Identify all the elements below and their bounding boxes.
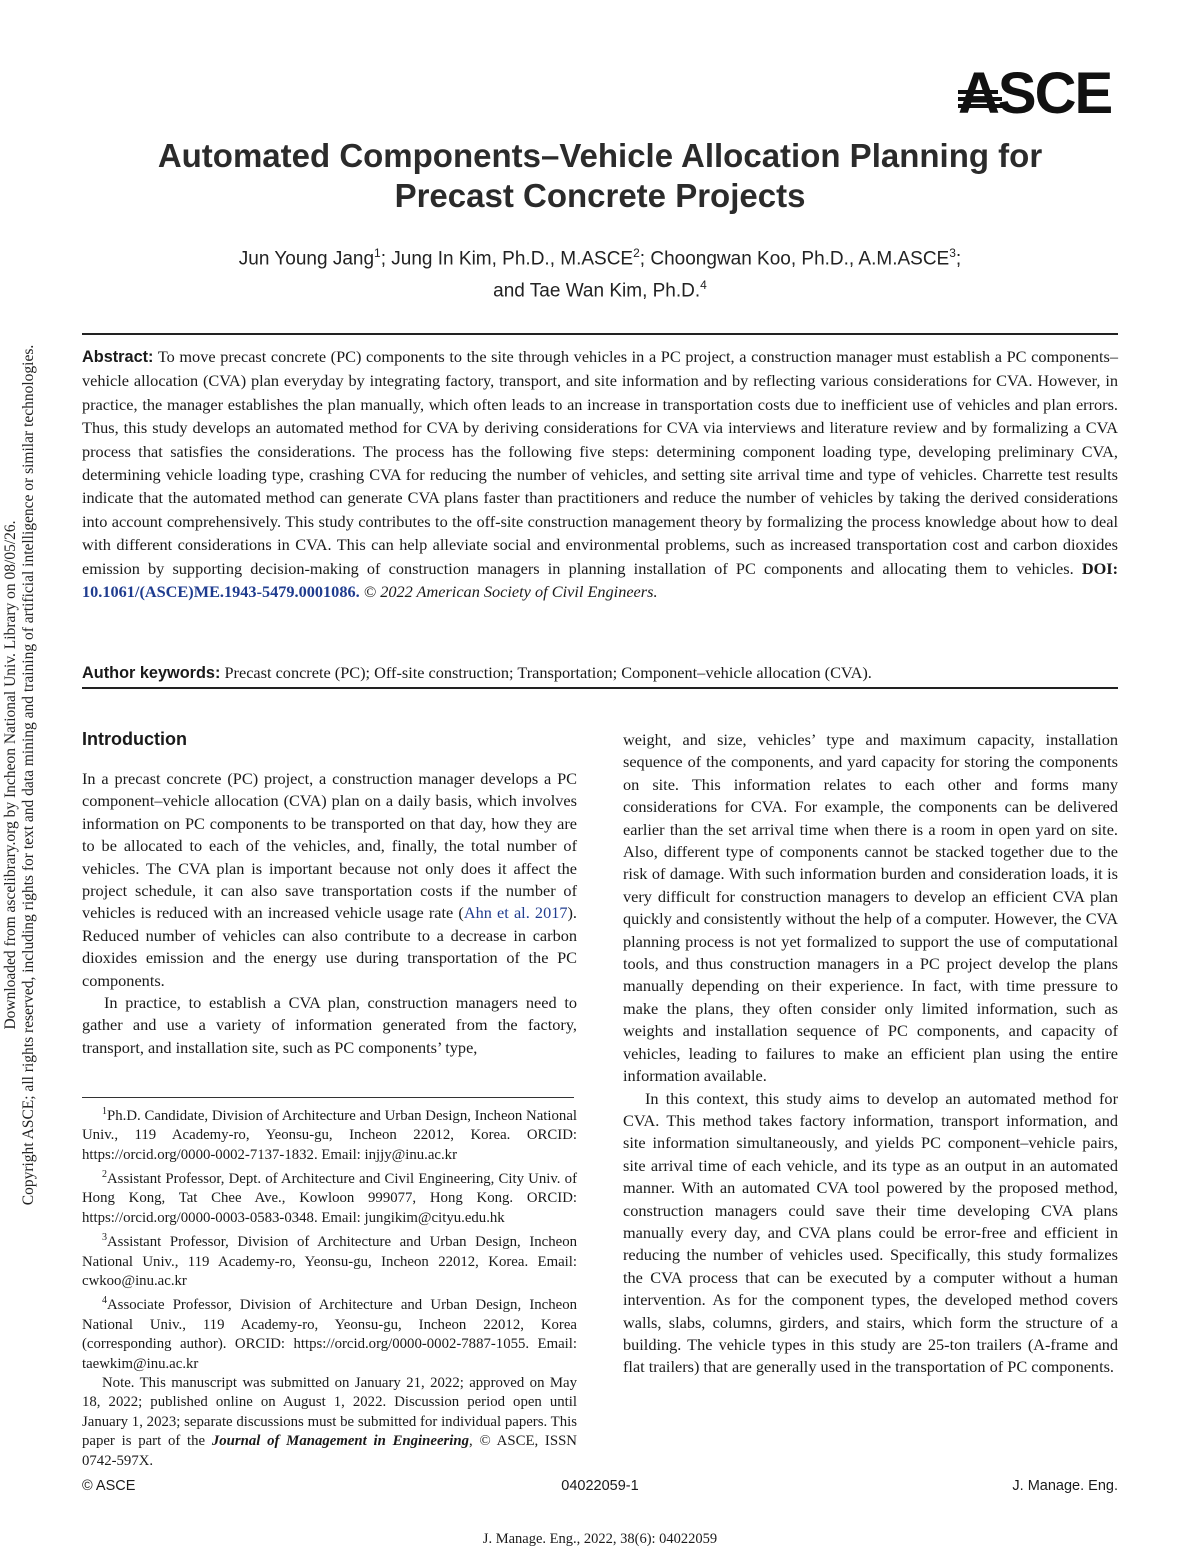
keywords-text: Precast concrete (PC); Off-site construction; Transportation; Component–vehicle allocation (CVA). [220,663,872,682]
note-text-a: Note. This manuscript was submitted on January 21, 2022; approved on May 18, 2022; published online on August 1, 2022. Discussion period open until January 1, 2023; separate discussions must be submitted for individual papers. This paper is part of the [82,1374,577,1450]
asce-logo [958,61,1120,126]
intro-paragraph-3: In this context, this study aims to develop an automated method for CVA. This method takes factory information, transport information, and site information simultaneously, and yields PC component–vehicle pairs, site arrival time of each vehicle, and its type as an output in an automated manner. With an automated CVA tool powered by the proposed method, construction managers could save their time developing CVA plans manually every day, and CVA plans could be error-free and efficient in reducing the number of vehicles used. Specifically, this study formalizes the CVA process that can be executed by a computer without a human intervention. As for the component types, the developed method covers walls, slabs, columns, girders, and stairs, which form the structure of a building. The vehicle types in this study are 25-ton trailers (A-frame and flat trailers) that are generally used in the transportation of PC components. [623,1088,1118,1377]
footnote-4-sup: 4 [102,1295,107,1307]
download-notice [2,325,38,1225]
footnote-1-text: Ph.D. Candidate, Division of Architecture and Urban Design, Incheon National Univ., 119 Academy-ro, Yeonsu-gu, Incheon 22012, Korea. ORCID: https://orcid.org/0000-0002-7137-1832. Email: injjy@inu.ac.kr [82,1107,577,1163]
footnote-2-sup: 2 [102,1169,107,1181]
author-3-sup: 3 [949,246,956,260]
intro-paragraph-2: In practice, to establish a CVA plan, construction managers need to gather and use a variety of information generated from the factory, transport, and installation site, such as PC components’ type, [82,993,577,1057]
author-3-end: ; [955,248,962,270]
author-3: ; Choongwan Koo, Ph.D., A.M.ASCE [639,248,950,270]
author-2: ; Jung In Kim, Ph.D., M.ASCE [380,248,634,270]
footnote-1-sup: 1 [102,1106,107,1117]
paper-title [60,136,1140,216]
submission-note [82,1374,577,1471]
footnote-rule [82,1097,574,1098]
title-line-1: Automated Components–Vehicle Allocation Planning for [157,137,1043,174]
intro-paragraph-2-continued: weight, and size, vehicles’ type and maximum capacity, installation sequence of the components, and yard capacity for storing the components on site. This information relates to each other and forms many considerations for CVA. For example, the components can be delivered earlier than the set arrival time when there is a room in open yard on site. Also, different type of components cannot be stacked together due to the risk of damage. With such information burden and consideration loads, it is very difficult for construction managers to develop an efficient CVA plan quickly and consistently without the help of a computer. However, the CVA planning process is not yet formalized to support the use of computational tools, and thus construction managers in a PC project develop the plans manually depending on their experience. In fact, with time pressure to make the plans, they often consider only limited information, such as weights and installation sequence of PC components, and capacity of vehicles, leading to failures to make an efficient plan using the entire information available. [623,730,1118,1086]
doi-label: DOI: [1081,558,1118,578]
intro-paragraph-1 [82,768,577,992]
footnote-2-text: Assistant Professor, Dept. of Architecture and Civil Engineering, City Univ. of Hong Kong, Tat Chee Ave., Kowloon 999077, Hong Kong. ORCID: https://orcid.org/0000-0003-0583-0348. Email: jungikim@cityu.edu.hk [82,1171,577,1226]
keywords-label: Author keywords: [82,664,221,682]
left-column-body [82,768,577,1059]
intro-p1-text-b: ). Reduced number of vehicles can also contribute to a decrease in carbon dioxides emission and the energy use during transportation of the PC components. [82,903,577,990]
footnote-4 [82,1291,577,1374]
note-text-b: , © ASCE, ISSN 0742-597X. [82,1433,577,1469]
footer-publisher: © ASCE [82,1478,136,1494]
author-keywords [82,661,1118,685]
author-4-sup: 4 [700,278,707,293]
footnotes [82,1102,577,1471]
abstract-text: To move precast concrete (PC) components to the site through vehicles in a PC project, a construction manager must establish a PC components–vehicle allocation (CVA) plan everyday by integrating factory, transport, and site information and by reflecting various considerations for CVA. However, in practice, the manager establishes the plan manually, which often leads to an increase in transportation costs due to inefficient use of vehicles and plan errors. Thus, this study develops an automated method for CVA by deriving considerations for CVA via interviews and literature review and by formalizing a CVA process that satisfies the considerations. The process has the following five steps: determining component loading type, developing preliminary CVA, determining vehicle loading type, crashing CVA for reducing the number of vehicles, and setting site arrival time and type of vehicles. Charrette test results indicate that the automated method can generate CVA plans faster than practitioners and reduce the number of vehicles by taking the derived considerations into account comprehensively. This study contributes to the off-site construction management theory by formalizing the process knowledge about how to deal with different considerations in CVA. This can help alleviate social and environmental problems, such as increased transportation cost and carbon dioxides emission by supporting decision-making of construction managers in planning installation of PC components and allocating them to vehicles. [82,347,1118,578]
abstract-copyright: © 2022 American Society of Civil Engineers. [359,582,658,602]
footer-journal: J. Manage. Eng. [1012,1478,1118,1494]
author-1-sup: 1 [374,246,381,260]
citation-link[interactable]: Ahn et al. 2017 [463,903,568,923]
abstract-top-rule [82,333,1118,335]
footnote-3-text: Assistant Professor, Division of Architecture and Urban Design, Incheon National Univ., 119 Academy-ro, Yeonsu-gu, Incheon 22012, Korea. Email: cwkoo@inu.ac.kr [82,1234,577,1290]
section-heading-introduction: Introduction [82,729,187,749]
title-line-2: Precast Concrete Projects [394,177,806,214]
author-line-1 [60,240,1140,272]
abstract [82,345,1118,603]
footnote-4-text: Associate Professor, Division of Architecture and Urban Design, Incheon National Univ., 119 Academy-ro, Yeonsu-gu, Incheon 22012, Korea (corresponding author). ORCID: https://orcid.org/0000-0002-7887-1055. Email: taewkim@inu.ac.kr [82,1297,577,1372]
logo-wordmark: ASCE [958,61,1112,126]
author-2-sup: 2 [633,246,640,260]
author-1: Jun Young Jang [238,248,375,270]
doi-link[interactable]: 10.1061/(ASCE)ME.1943-5479.0001086. [82,582,360,602]
footnote-3 [82,1228,577,1291]
keywords-bottom-rule [82,687,1118,689]
intro-p1-text-a: In a precast concrete (PC) project, a construction manager develops a PC component–vehicle allocation (CVA) plan on a daily basis, which involves information on PC components to be transported on that day, how they are to be allocated to each of the vehicles, and, finally, the total number of vehicles. The CVA plan is important because not only does it affect the project schedule, it can also save transportation costs if the number of vehicles is reduced with an increased vehicle usage rate ( [82,769,577,923]
footer-page-id: 04022059-1 [561,1478,639,1494]
journal-name: Journal of Management in Engineering [211,1433,470,1450]
author-line-2 [60,272,1140,304]
footer-citation: J. Manage. Eng., 2022, 38(6): 04022059 [482,1531,718,1547]
author-list [60,240,1140,305]
download-notice-line: Downloaded from ascelibrary.org by Incheon National Univ. Library on 08/05/26. [2,520,19,1030]
footnote-2 [82,1165,577,1228]
author-4: and Tae Wan Kim, Ph.D. [493,280,701,302]
footnote-1 [82,1102,577,1165]
copyright-notice-line: Copyright ASCE; all rights reserved, including rights for text and data mining and training of artificial intelligence or similar technologies. [20,344,37,1206]
footnote-3-sup: 3 [102,1232,107,1244]
abstract-label: Abstract: [82,348,154,366]
right-column-body [623,729,1118,1379]
